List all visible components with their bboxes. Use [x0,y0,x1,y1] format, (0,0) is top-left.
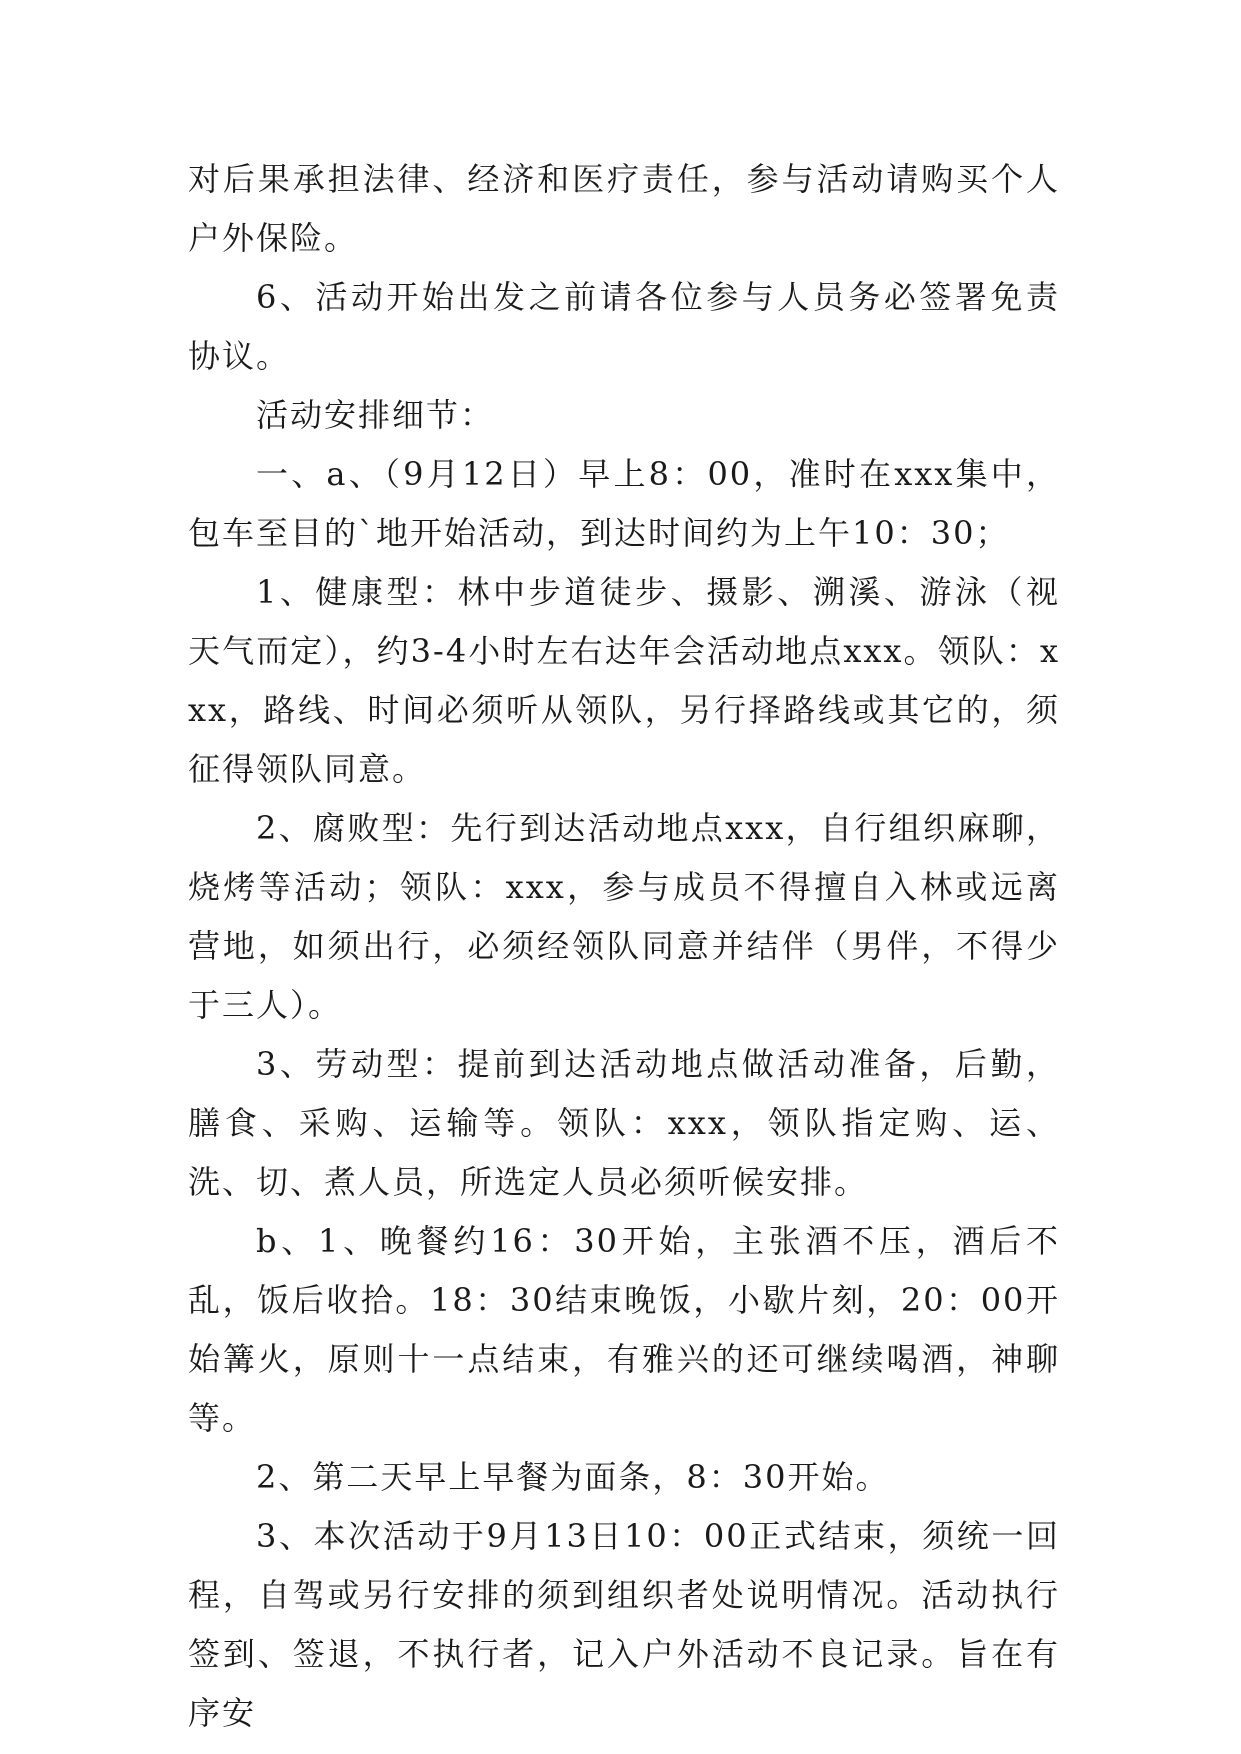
paragraph: 3、本次活动于9月13日10：00正式结束，须统一回程，自驾或另行安排的须到组织者处说明情况。活动执行签到、签退，不执行者，记入户外活动不良记录。旨在有序安 [188,1517,1060,1732]
paragraph: 6、活动开始出发之前请各位参与人员务必签署免责协议。 [188,278,1060,375]
paragraph: 2、腐败型：先行到达活动地点xxx，自行组织麻聊，烧烤等活动；领队：xxx，参与成员不得擅自入林或远离营地，如须出行，必须经领队同意并结伴（男伴，不得少于三人）。 [188,809,1060,1024]
paragraph: 3、劳动型：提前到达活动地点做活动准备，后勤，膳食、采购、运输等。领队：xxx，领队指定购、运、洗、切、煮人员，所选定人员必须听候安排。 [188,1045,1060,1201]
paragraph: 一、a、（9月12日）早上8：00，准时在xxx集中，包车至目的`地开始活动，到达时间约为上午10：30； [188,455,1060,552]
document-body [188,150,1060,1743]
paragraph: b、1、晚餐约16：30开始，主张酒不压，酒后不乱，饭后收拾。18：30结束晚饭，小歇片刻，20：00开始篝火，原则十一点结束，有雅兴的还可继续喝酒，神聊等。 [188,1222,1060,1437]
paragraph: 2、第二天早上早餐为面条，8：30开始。 [256,1458,890,1496]
paragraph: 对后果承担法律、经济和医疗责任，参与活动请购买个人户外保险。 [188,160,1060,257]
section-heading: 活动安排细节： [256,396,495,434]
paragraph: 1、健康型：林中步道徒步、摄影、溯溪、游泳（视天气而定），约3-4小时左右达年会活动地点xxx。领队：xxx，路线、时间必须听从领队，另行择路线或其它的，须征得领队同意。 [188,573,1060,788]
